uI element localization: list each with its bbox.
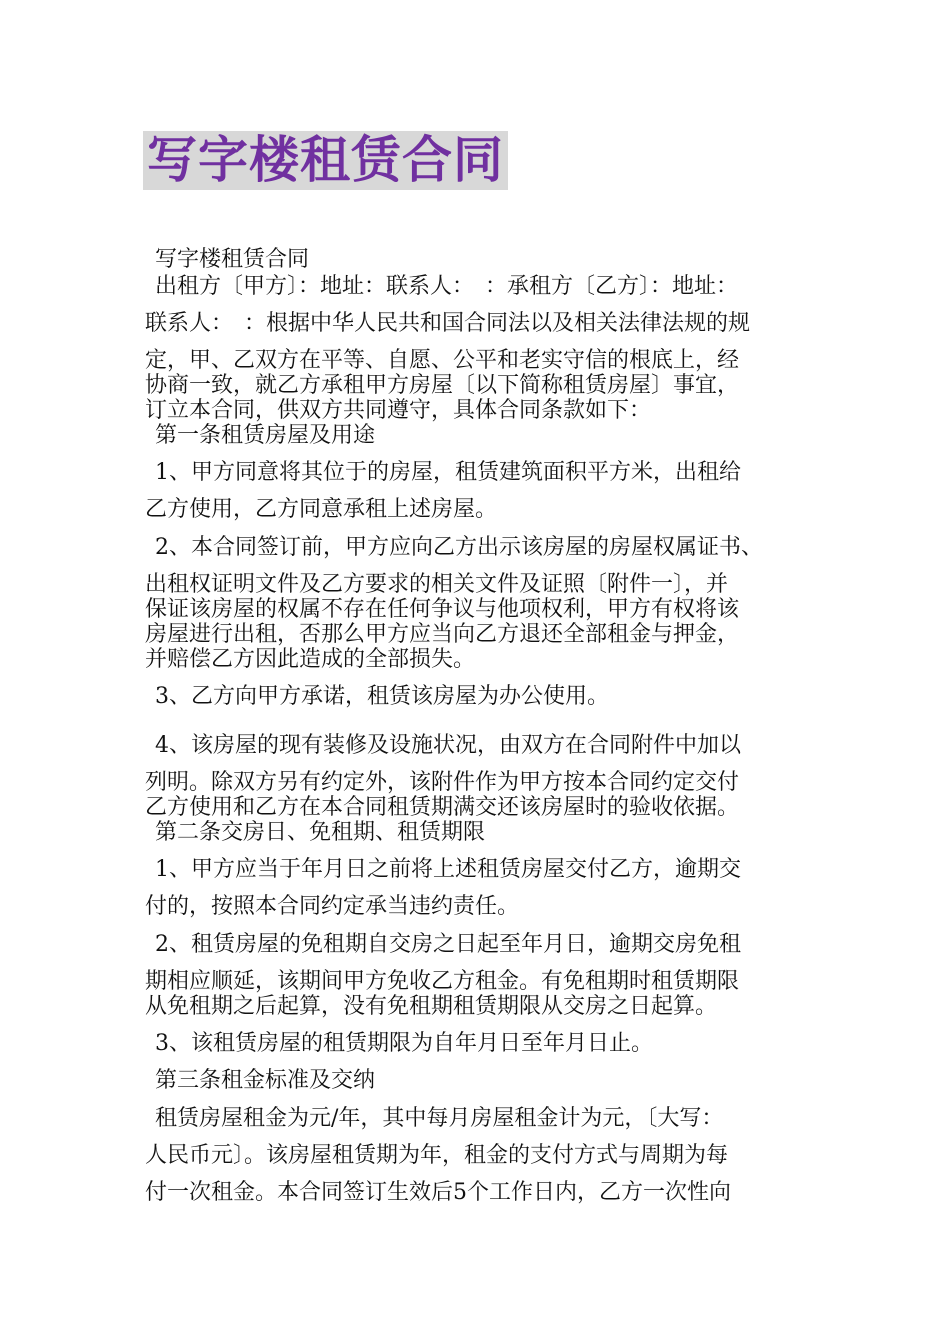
- body-line: 乙方使用和乙方在本合同租赁期满交还该房屋时的验收依据。: [145, 795, 740, 820]
- body-line: 1、甲方同意将其位于的房屋，租赁建筑面积平方米，出租给: [155, 460, 741, 485]
- body-line: 3、该租赁房屋的租赁期限为自年月日至年月日止。: [155, 1031, 653, 1056]
- body-line: 协商一致，就乙方承租甲方房屋〔以下简称租赁房屋〕事宜，: [145, 373, 740, 398]
- body-line: 定，甲、乙双方在平等、自愿、公平和老实守信的根底上，经: [145, 348, 740, 373]
- body-line: 1、甲方应当于年月日之前将上述租赁房屋交付乙方，逾期交: [155, 857, 741, 882]
- body-line: 出租权证明文件及乙方要求的相关文件及证照〔附件一〕，并: [145, 572, 729, 597]
- body-line: 2、租赁房屋的免租期自交房之日起至年月日，逾期交房免租: [155, 932, 741, 957]
- section-heading: 第一条租赁房屋及用途: [155, 423, 376, 448]
- section-heading: 第三条租金标准及交纳: [155, 1068, 376, 1093]
- section-heading: 第二条交房日、免租期、租赁期限: [155, 820, 486, 845]
- body-line: 从免租期之后起算，没有免租期租赁期限从交房之日起算。: [145, 994, 718, 1019]
- body-line: 乙方使用，乙方同意承租上述房屋。: [145, 497, 498, 522]
- body-line: 保证该房屋的权属不存在任何争议与他项权利，甲方有权将该: [145, 597, 740, 622]
- body-line: 4、该房屋的现有装修及设施状况，由双方在合同附件中加以: [155, 733, 741, 758]
- body-line: 房屋进行出租，否那么甲方应当向乙方退还全部租金与押金，: [145, 622, 740, 647]
- body-line: 人民币元〕。该房屋租赁期为年，租金的支付方式与周期为每: [145, 1143, 729, 1168]
- body-line: 联系人： ：根据中华人民共和国合同法以及相关法律法规的规: [145, 311, 751, 336]
- body-line: 2、本合同签订前，甲方应向乙方出示该房屋的房屋权属证书、: [155, 535, 763, 560]
- body-line: 3、乙方向甲方承诺，租赁该房屋为办公使用。: [155, 684, 609, 709]
- body-line: 付一次租金。本合同签订生效后5个工作日内，乙方一次性向: [145, 1180, 731, 1205]
- body-line: 写字楼租赁合同: [155, 247, 310, 272]
- body-line: 租赁房屋租金为元/年，其中每月房屋租金计为元，〔大写：: [155, 1106, 724, 1131]
- body-line: 并赔偿乙方因此造成的全部损失。: [145, 647, 476, 672]
- body-line: 订立本合同，供双方共同遵守，具体合同条款如下：: [145, 398, 652, 423]
- body-line: 付的，按照本合同约定承当违约责任。: [145, 894, 520, 919]
- body-line: 期相应顺延，该期间甲方免收乙方租金。有免租期时租赁期限: [145, 969, 740, 994]
- body-line: 出租方〔甲方〕：地址：联系人： ：承租方〔乙方〕：地址：: [155, 274, 739, 299]
- body-line: 列明。除双方另有约定外，该附件作为甲方按本合同约定交付: [145, 770, 740, 795]
- page-title: 写字楼租赁合同: [143, 131, 508, 190]
